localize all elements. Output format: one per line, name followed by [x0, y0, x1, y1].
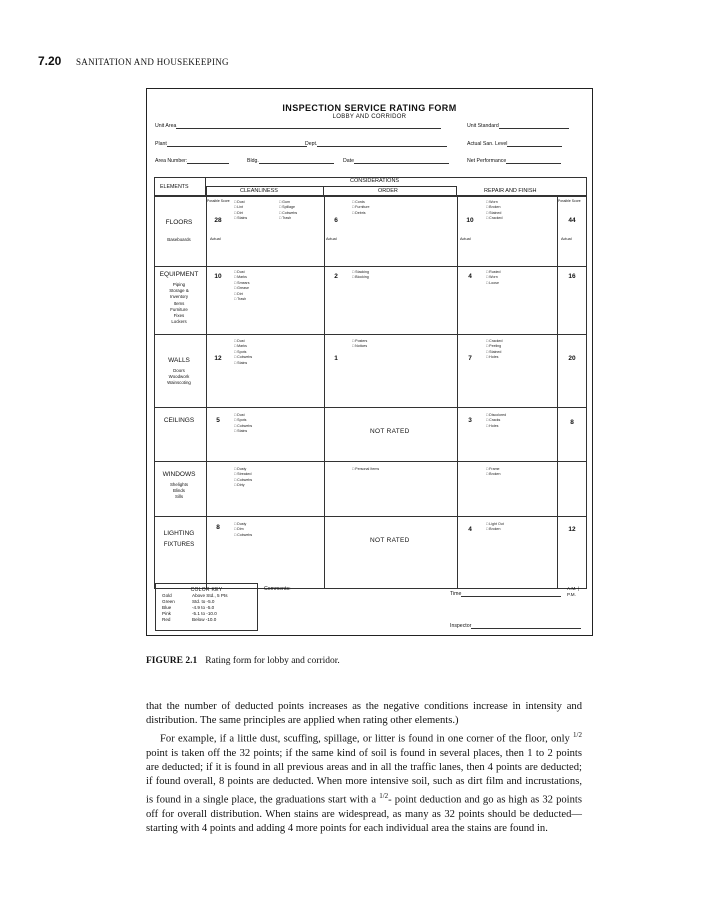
- elements-header: ELEMENTS: [160, 184, 189, 190]
- windows-repair-items: □ Frame □ Broken: [486, 467, 501, 478]
- comments-label: Comments:: [264, 586, 291, 592]
- body-text: [146, 700, 582, 836]
- row-walls: WALLS Doors Woodwork Wainscoting: [167, 357, 191, 386]
- windows-order-items: □ Personal Items: [352, 467, 379, 472]
- equipment-total-score: 16: [568, 273, 576, 280]
- paragraph: For example, if a little dust, scuffing, spillage, or litter is found in one corner of the floor, only $^{1/2}$ point is taken off the 32 points; if the same kind of soil is found in several places, then 1 to 2 points are deducted; if it is found in all previous areas and in all the traffic lanes, then 4 points are deducted; if found overall, 8 points are deducted. When more intensive soil, such as dirt film and incrustations, is found in a single place, the graduations start with a $^{1/2}$- point deduction and go as high as 32 points off for overall distribution. When stains are widespread, as many as 32 points should be deducted—starting with 4 points and adding 4 more points for each individual area the stains are found in.: [146, 731, 582, 834]
- actual-label: Actual: [210, 237, 221, 241]
- floors-total-score: 44: [568, 217, 576, 224]
- color-key-row: Blue -4.9 to -5.0: [162, 605, 215, 610]
- repair-header: REPAIR AND FINISH: [484, 188, 537, 194]
- color-key-row: Gold Above Std., 5 Pts: [162, 593, 228, 598]
- paragraph: that the number of deducted points increases as the negative conditions increase in intensity and distribution. The same principles are applied when rating other elements.): [146, 701, 582, 727]
- walls-clean-score: 12: [214, 355, 222, 362]
- actual-label-order: Actual: [326, 237, 337, 241]
- lighting-repair-items: □ Light Out □ Broken: [486, 522, 504, 533]
- unit-area-field: Unit Area: [155, 123, 441, 129]
- row-windows: WINDOWS Shelights Blinds Sills: [162, 471, 196, 500]
- floors-clean-score: 28: [214, 217, 222, 224]
- color-key-title: COLOR KEY: [190, 587, 223, 593]
- area-number-field: Area Number:: [155, 158, 229, 164]
- floors-repair-score: 10: [466, 217, 474, 224]
- walls-total-score: 20: [568, 355, 576, 362]
- equipment-clean-score: 10: [214, 273, 222, 280]
- lighting-total-score: 12: [568, 526, 576, 533]
- floors-order-score: 6: [334, 217, 338, 224]
- floors-clean-items: □ Dust □ Lint □ Dirt □ Stains: [234, 200, 247, 222]
- ceilings-clean-items: □ Dust □ Spots □ Cobwebs □ Stains: [234, 413, 252, 435]
- figure-caption: [146, 656, 340, 666]
- page-number: 7.20: [38, 54, 62, 68]
- plant-field: Plant: [155, 141, 307, 147]
- equipment-clean-items: □ Dust □ Marks □ Smears □ Grease □ Dirt □ Trash: [234, 270, 250, 302]
- rating-form: [146, 88, 593, 636]
- actual-label-total: Actual: [561, 237, 572, 241]
- date-field: Date: [343, 158, 449, 164]
- walls-repair-score: 7: [468, 355, 472, 362]
- am-pm-label: A.M. | P.M.: [567, 586, 579, 597]
- row-floors: FLOORS Baseboards: [165, 219, 193, 242]
- form-title: INSPECTION SERVICE RATING FORM: [282, 103, 457, 113]
- equipment-order-score: 2: [334, 273, 338, 280]
- color-key-row: Red Below -10.0: [162, 617, 217, 622]
- form-subtitle: LOBBY AND CORRIDOR: [332, 114, 407, 120]
- lighting-repair-score: 4: [468, 526, 472, 533]
- walls-order-score: 1: [334, 355, 338, 362]
- ceilings-repair-score: 3: [468, 417, 472, 424]
- bldg-field: Bldg.: [247, 158, 334, 164]
- ceilings-total-score: 8: [570, 419, 574, 426]
- possible-score-label: Possible Score: [207, 199, 230, 203]
- running-head: SANITATION AND HOUSEKEEPING: [75, 57, 229, 67]
- order-header: ORDER: [378, 188, 398, 194]
- time-field: Time: [450, 591, 561, 597]
- actual-san-level-field: Actual San. Level: [467, 141, 562, 147]
- walls-clean-items: □ Dust □ Marks □ Spots □ Cobwebs □ Stains: [234, 339, 252, 366]
- dept-field: Dept.: [305, 141, 447, 147]
- figure-label: FIGURE 2.1: [146, 656, 198, 666]
- color-key-row: Green Std. to -5.0: [162, 599, 215, 604]
- walls-repair-items: □ Cracked □ Peeling □ Stained □ Holes: [486, 339, 503, 361]
- possible-score-label-total: Possible Score: [558, 199, 581, 203]
- floors-order-items: □ Cords □ Furniture □ Debris: [352, 200, 370, 216]
- rating-grid: ELEMENTS CONSIDERATIONS CLEANLINESS ORDER REPAIR AND FINISH Possible Score Possible Score Actual Actual Actual Actual FLOORS Baseboards 28 6 10 44 □ Dust □ Lint □ Dirt □ Stains □ Gum □ Spillage □ Cobwebs □ Trash □ Cords □ Furniture □ Debris □ Worn □ Broken □ Stained □ Cracked EQUIPMENT Piping Storage & Inventory Items Furniture Fixes Lockers 10 2 4 16 □ Dust □ Marks □ Smears □ Grease □ Dirt □ Trash □ Stacking □ Blocking □ Rusted □ Worn □ Loose WALLS Doors Woodwork Wainscoting 12 1 7 20 □ Dust □ Marks □ Spots □ Cobwebs □ Stains □ Posters □ Notices □ Cracked □ Peeling □ Stained □ Holes CEILINGS 5 NOT RATED 3 8 □ Dust □ Spots □ Cobwebs □ Stains □ Discolored □ Cracks □ Holes WINDOWS Shelights Blinds Sills □ Dusty □ Streaked □ Cobwebs □ Dirty □ Personal Items □ Frame □ Broken LIGHTING FIXTURES 8 NOT RATED 4 12 □ Dusty □ Dim □ Cobwebs □ Light Out □ Broken: [154, 177, 587, 645]
- lighting-order-not-rated: NOT RATED: [370, 537, 410, 544]
- ceilings-order-not-rated: NOT RATED: [370, 428, 410, 435]
- figure-caption-text: Rating form for lobby and corridor.: [205, 656, 340, 666]
- color-key-row: Pink -5.1 to -10.0: [162, 611, 217, 616]
- ceilings-clean-score: 5: [216, 417, 220, 424]
- lighting-clean-score: 8: [216, 524, 220, 531]
- considerations-header: CONSIDERATIONS: [350, 178, 400, 184]
- walls-order-items: □ Posters □ Notices: [352, 339, 367, 350]
- actual-label-repair: Actual: [460, 237, 471, 241]
- unit-standard-field: Unit Standard: [467, 123, 569, 129]
- row-lighting: LIGHTING FIXTURES: [163, 530, 195, 548]
- color-key: [155, 583, 258, 631]
- floors-repair-items: □ Worn □ Broken □ Stained □ Cracked: [486, 200, 503, 222]
- row-ceilings: CEILINGS: [163, 417, 195, 424]
- ceilings-repair-items: □ Discolored □ Cracks □ Holes: [486, 413, 506, 429]
- inspector-field: Inspector: [450, 623, 581, 629]
- row-equipment: EQUIPMENT Piping Storage & Inventory Items Furniture Fixes Lockers: [159, 271, 199, 325]
- windows-clean-items: □ Dusty □ Streaked □ Cobwebs □ Dirty: [234, 467, 252, 489]
- equipment-repair-score: 4: [468, 273, 472, 280]
- running-header: [38, 54, 229, 68]
- equipment-repair-items: □ Rusted □ Worn □ Loose: [486, 270, 501, 286]
- equipment-order-items: □ Stacking □ Blocking: [352, 270, 369, 281]
- lighting-clean-items: □ Dusty □ Dim □ Cobwebs: [234, 522, 252, 538]
- cleanliness-header: CLEANLINESS: [240, 188, 278, 194]
- net-performance-field: Net Performance: [467, 158, 561, 164]
